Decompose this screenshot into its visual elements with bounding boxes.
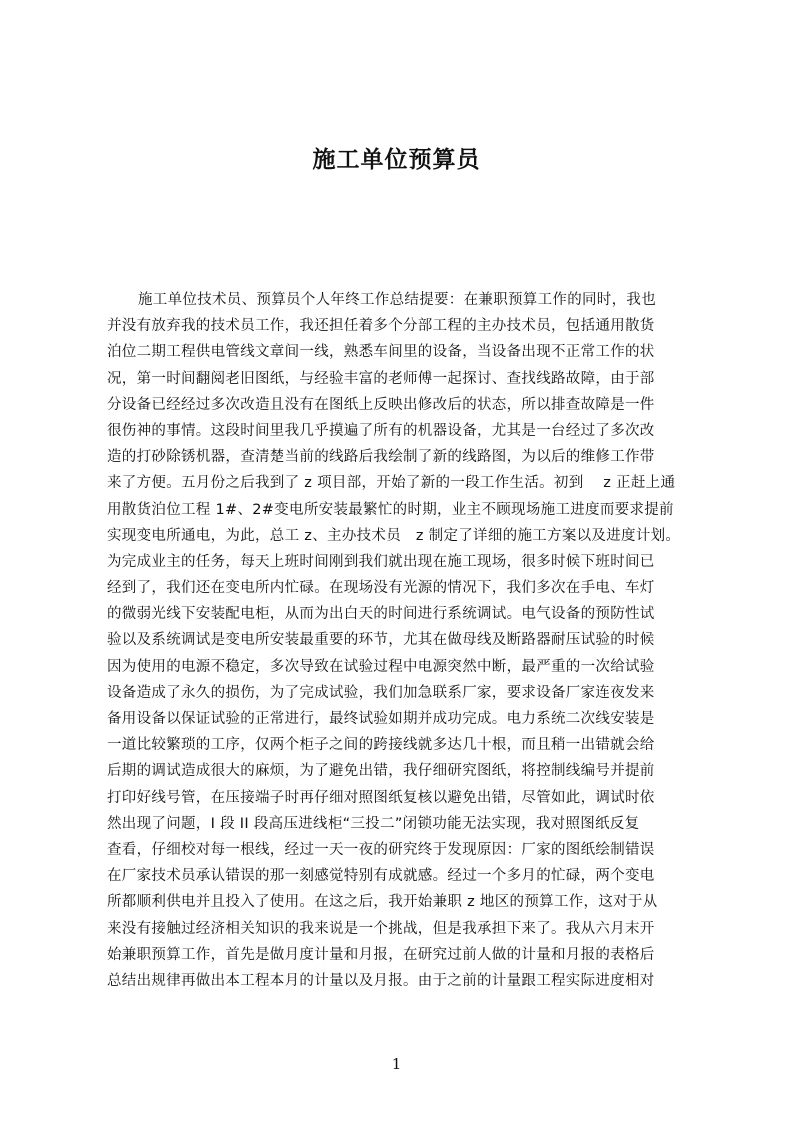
document-title: 施工单位预算员 — [312, 147, 481, 173]
text-line: 况，第一时间翻阅老旧图纸，与经验丰富的老师傅一起探讨、查找线路故障，由于部 — [107, 370, 655, 387]
text-line: 备用设备以保证试验的正常进行，最终试验如期并成功完成。电力系统二次线安装是 — [107, 711, 655, 727]
text-line: 造的打砂除锈机器，查清楚当前的线路后我绘制了新的线路图，为以后的维修工作带 — [107, 449, 655, 466]
text-line: 来了方便。五月份之后我到了 z 项目部，开始了新的一段工作生活。初到 z 正赶上通 — [107, 475, 676, 492]
text-line: 因为使用的电源不稳定，多次导致在试验过程中电源突然中断，最严重的一次给试验 — [107, 658, 655, 675]
text-line: 经到了，我们还在变电所内忙碌。在现场没有光源的情况下，我们多次在手电、车灯 — [107, 580, 655, 597]
text-line: 查看，仔细校对每一根线，经过一天一夜的研究终于发现原因：厂家的图纸绘制错误 — [107, 841, 655, 858]
text-line: 分设备已经经过多次改造且没有在图纸上反映出修改后的状态，所以排查故障是一件 — [107, 396, 655, 413]
text-line: 设备造成了永久的损伤，为了完成试验，我们加急联系厂家，要求设备厂家连夜发来 — [107, 684, 655, 701]
text-line: 来没有接触过经济相关知识的我来说是一个挑战，但是我承担下来了。我从六月末开 — [107, 920, 655, 937]
text-line: 然出现了问题，I 段 II 段高压进线柜“三投二”闭锁功能无法实现，我对照图纸反复 — [107, 815, 640, 832]
text-line: 泊位二期工程供电管线文章间一线，熟悉车间里的设备，当设备出现不正常工作的状 — [107, 344, 655, 361]
text-line: 施工单位技术员、预算员个人年终工作总结提要：在兼职预算工作的同时，我也 — [138, 292, 656, 308]
text-line: 所都顺利供电并且投入了使用。在这之后，我开始兼职 z 地区的预算工作，这对于从 — [107, 894, 658, 911]
text-line: 为完成业主的任务，每天上班时间刚到我们就出现在施工现场，很多时候下班时间已 — [107, 553, 655, 570]
text-line: 在厂家技术员承认错误的那一刻感觉特别有成就感。经过一个多月的忙碌，两个变电 — [107, 868, 655, 885]
text-line: 很伤神的事情。这段时间里我几乎摸遍了所有的机器设备，尤其是一台经过了多次改 — [107, 422, 655, 439]
page-number: 1 — [391, 1055, 402, 1073]
text-line: 打印好线号管，在压接端子时再仔细对照图纸复核以避免出错，尽管如此，调试时依 — [107, 789, 655, 806]
text-line: 实现变电所通电，为此，总工 z、主办技术员 z 制定了详细的施工方案以及进度计划。 — [107, 527, 681, 544]
text-line: 用散货泊位工程 1#、2#变电所安装最繁忙的时期，业主不顾现场施工进度而要求提前 — [107, 501, 674, 518]
text-line: 的微弱光线下安装配电柜，从而为出白天的时间进行系统调试。电气设备的预防性试 — [107, 606, 655, 623]
body-paragraph — [107, 287, 697, 1007]
text-line: 总结出规律再做出本工程本月的计量以及月报。由于之前的计量跟工程实际进度相对 — [107, 972, 655, 989]
text-line: 后期的调试造成很大的麻烦，为了避免出错，我仔细研究图纸，将控制线编号并提前 — [107, 763, 655, 780]
text-line: 并没有放弃我的技术员工作，我还担任着多个分部工程的主办技术员，包括通用散货 — [107, 318, 655, 335]
text-line: 验以及系统调试是变电所安装最重要的环节，尤其在做母线及断路器耐压试验的时候 — [107, 632, 655, 649]
text-line: 始兼职预算工作，首先是做月度计量和月报，在研究过前人做的计量和月报的表格后 — [107, 946, 655, 963]
text-line: 一道比较繁琐的工序，仅两个柜子之间的跨接线就多达几十根，而且稍一出错就会给 — [107, 737, 655, 754]
